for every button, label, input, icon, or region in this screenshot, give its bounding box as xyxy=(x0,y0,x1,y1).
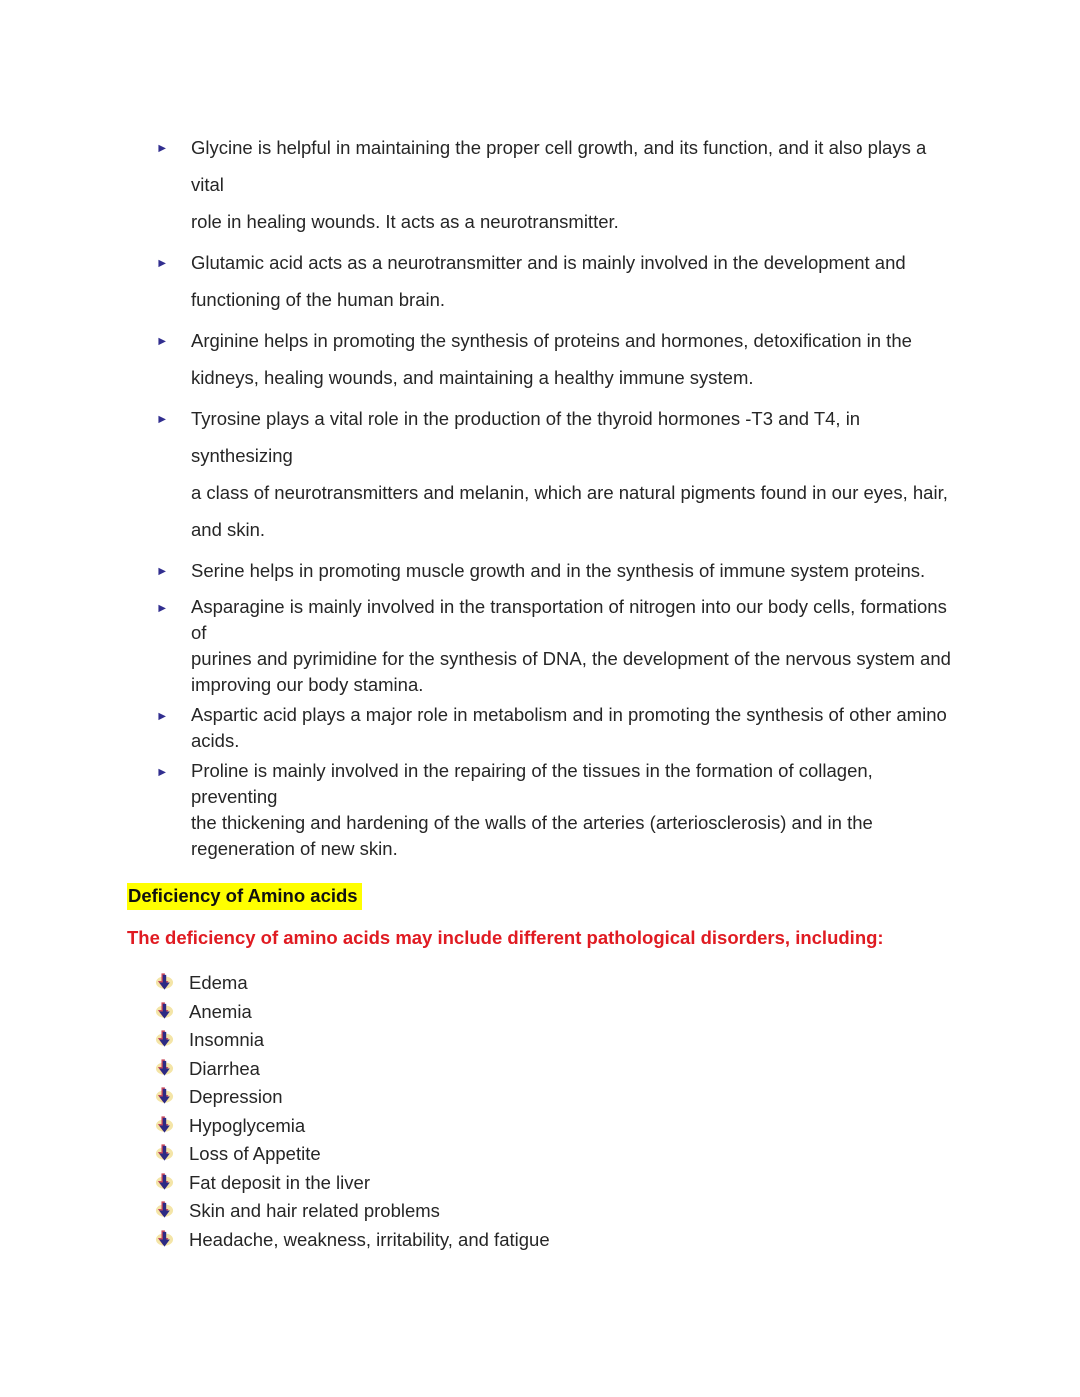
right-arrow-bullet-icon: ► xyxy=(156,709,169,723)
disorder-label: Hypoglycemia xyxy=(189,1114,306,1136)
right-arrow-bullet-icon: ► xyxy=(156,141,169,155)
amino-acid-list xyxy=(127,129,955,862)
down-arrow-bullet-icon xyxy=(155,1141,189,1170)
amino-acid-text: Asparagine is mainly involved in the transportation of nitrogen into our body cells, formations of purines and pyrimidine for the synthesis of DNA, the development of the nervous system and improving our body stamina. xyxy=(191,596,951,695)
amino-acid-text: Aspartic acid plays a major role in metabolism and in promoting the synthesis of other amino acids. xyxy=(191,704,947,751)
amino-acid-item xyxy=(156,400,955,548)
disorder-label: Edema xyxy=(189,972,248,993)
right-arrow-bullet-icon: ► xyxy=(156,601,169,615)
disorder-item xyxy=(155,1056,955,1085)
disorder-item xyxy=(155,1084,955,1113)
deficiency-heading: Deficiency of Amino acids xyxy=(127,883,362,910)
disorder-label: Headache, weakness, irritability, and fatigue xyxy=(189,1228,550,1250)
amino-acid-item xyxy=(156,552,955,590)
amino-acid-text: Tyrosine plays a vital role in the production of the thyroid hormones -T3 and T4, in synthesizing a class of neurotransmitters and melanin, which are natural pigments found in our eyes, hair, and skin. xyxy=(191,408,948,540)
down-arrow-bullet-icon xyxy=(155,1113,189,1142)
down-arrow-bullet-icon xyxy=(155,1056,189,1085)
deficiency-heading-highlight xyxy=(127,883,955,910)
disorder-item xyxy=(155,999,955,1028)
amino-acid-item xyxy=(156,322,955,396)
disorder-item xyxy=(155,1198,955,1227)
amino-acid-text: Serine helps in promoting muscle growth and in the synthesis of immune system proteins. xyxy=(191,560,926,581)
down-arrow-bullet-icon xyxy=(155,970,189,999)
disorder-label: Depression xyxy=(189,1086,283,1107)
disorder-item xyxy=(155,1113,955,1142)
disorder-item xyxy=(155,1141,955,1170)
disorder-item xyxy=(155,970,955,999)
amino-acid-item xyxy=(156,758,955,862)
disorder-label: Diarrhea xyxy=(189,1057,260,1079)
disorder-label: Skin and hair related problems xyxy=(189,1200,440,1221)
down-arrow-bullet-icon xyxy=(155,1170,189,1199)
amino-acid-item xyxy=(156,244,955,318)
down-arrow-bullet-icon xyxy=(155,1227,189,1256)
down-arrow-bullet-icon xyxy=(155,1084,189,1113)
amino-acid-item xyxy=(156,702,955,754)
disorder-label: Fat deposit in the liver xyxy=(189,1171,370,1193)
disorder-label: Loss of Appetite xyxy=(189,1143,321,1164)
amino-acid-text: Proline is mainly involved in the repairing of the tissues in the formation of collagen, preventing the thickening and hardening of the walls of the arteries (arteriosclerosis) and in the regeneration of new skin. xyxy=(191,760,873,859)
disorder-label: Anemia xyxy=(189,1000,252,1022)
amino-acid-text: Glutamic acid acts as a neurotransmitter and is mainly involved in the development and functioning of the human brain. xyxy=(191,252,906,310)
right-arrow-bullet-icon: ► xyxy=(156,765,169,779)
amino-acid-text: Glycine is helpful in maintaining the proper cell growth, and its function, and it also plays a vital role in healing wounds. It acts as a neurotransmitter. xyxy=(191,137,927,232)
right-arrow-bullet-icon: ► xyxy=(156,564,169,578)
down-arrow-bullet-icon xyxy=(155,999,189,1028)
right-arrow-bullet-icon: ► xyxy=(156,334,169,348)
right-arrow-bullet-icon: ► xyxy=(156,412,169,426)
down-arrow-bullet-icon xyxy=(155,1198,189,1227)
disorder-list xyxy=(127,970,955,1255)
disorder-item xyxy=(155,1027,955,1056)
disorder-item xyxy=(155,1227,955,1256)
disorder-item xyxy=(155,1170,955,1199)
disorder-label: Insomnia xyxy=(189,1029,265,1050)
amino-acid-item xyxy=(156,594,955,698)
amino-acid-text: Arginine helps in promoting the synthesis of proteins and hormones, detoxification in the kidneys, healing wounds, and maintaining a healthy immune system. xyxy=(191,330,912,388)
amino-acid-item xyxy=(156,129,955,240)
down-arrow-bullet-icon xyxy=(155,1027,189,1056)
right-arrow-bullet-icon: ► xyxy=(156,256,169,270)
deficiency-intro: The deficiency of amino acids may include different pathological disorders, including: xyxy=(127,927,884,948)
